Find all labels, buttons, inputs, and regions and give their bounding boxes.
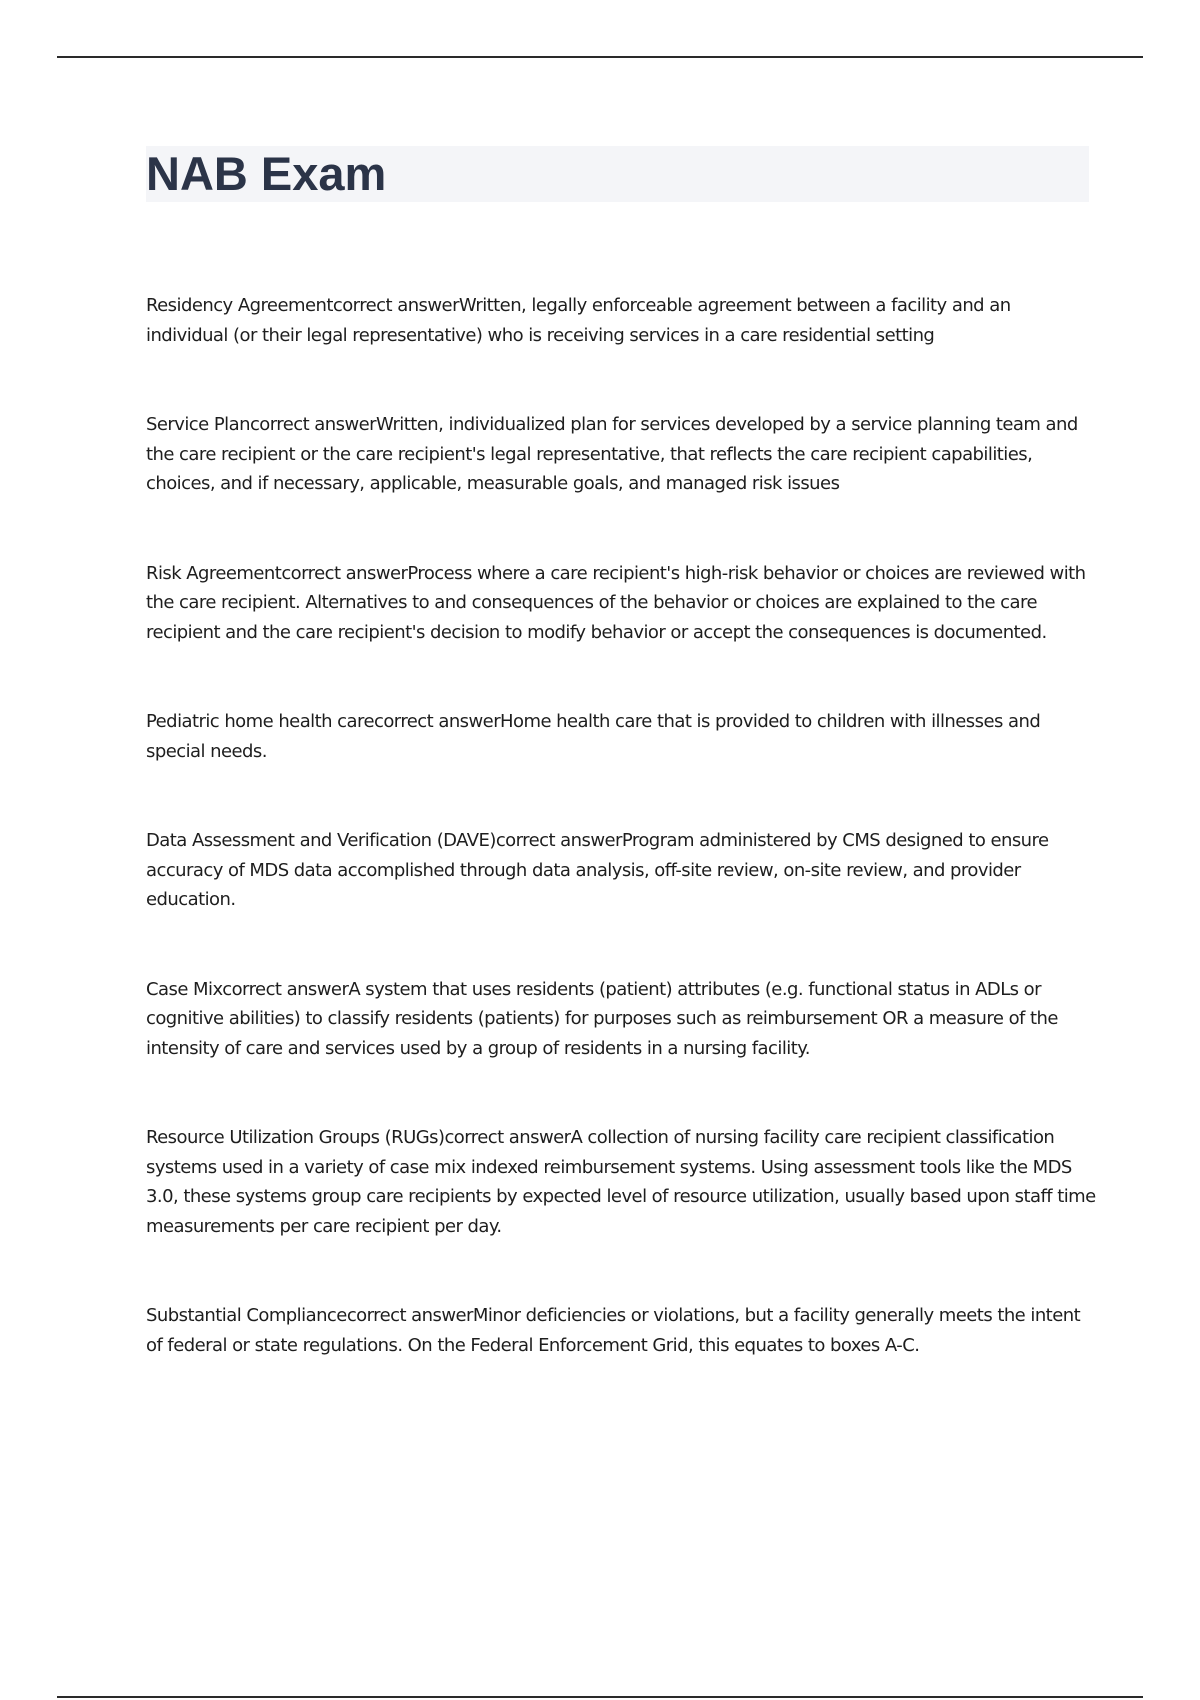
qa-item-substantial-compliance [146, 1301, 1096, 1360]
qa-answer: Written, legally enforceable agreement between a facility and an individual (or their legal representative) who is receiving services in a care residential setting [146, 295, 1011, 346]
qa-item-rugs [146, 1123, 1096, 1241]
qa-item-service-plan [146, 410, 1096, 499]
qa-answer-marker: correct answer [281, 562, 408, 584]
qa-term: Case Mix [146, 978, 223, 1000]
qa-answer-marker: correct answer [373, 711, 501, 732]
qa-item-risk-agreement [146, 559, 1096, 648]
qa-answer: Program administered by CMS designed to ensure accuracy of MDS data accomplished through data analysis, off-site review, on-site review, and provider education. [146, 830, 1049, 910]
bottom-divider [57, 1696, 1143, 1698]
qa-term: Data Assessment and Verification (DAVE) [146, 830, 496, 851]
qa-term: Service Plan [146, 414, 250, 435]
qa-answer: Written, individualized plan for services developed by a service planning team and the care recipient or the care recipient's legal representative, that reflects the care recipient capabilities, choices, and if necessary, applicable, measurable goals, and managed risk issues [146, 414, 1078, 494]
qa-answer-marker: correct answer [495, 830, 622, 851]
qa-answer-marker: correct answer [444, 1127, 571, 1148]
qa-answer: A system that uses residents (patient) attributes (e.g. functional status in ADLs or cognitive abilities) to classify residents (patients) for purposes such as reimbursement OR a measure of the intensity of care and services used by a group of residents in a nursing facility. [146, 978, 1058, 1059]
qa-item-residency-agreement [146, 291, 1096, 350]
qa-answer-marker: correct answer [346, 1305, 473, 1326]
qa-term: Residency Agreement [146, 295, 333, 316]
qa-term: Substantial Compliance [146, 1305, 347, 1326]
qa-answer: A collection of nursing facility care recipient classification systems used in a variety of case mix indexed reimbursement systems. Using assessment tools like the MDS 3.0, these systems group care recipients by expected level of resource utilization, usually based upon staff time measurements per care recipient per day. [146, 1127, 1096, 1237]
qa-term: Resource Utilization Groups (RUGs) [146, 1127, 445, 1148]
top-divider [57, 56, 1143, 58]
qa-list [146, 291, 1096, 1420]
qa-term: Pediatric home health care [146, 711, 374, 732]
qa-item-dave [146, 826, 1096, 915]
qa-answer: Process where a care recipient's high-risk behavior or choices are reviewed with the care recipient. Alternatives to and consequences of the behavior or choices are explained to the care recipient and the care recipient's decision to modify behavior or accept the consequences is documented. [146, 562, 1086, 643]
qa-term: Risk Agreement [146, 562, 282, 584]
qa-answer: Minor deficiencies or violations, but a facility generally meets the intent of federal or state regulations. On the Federal Enforcement Grid, this equates to boxes A-C. [146, 1305, 1081, 1356]
qa-answer: Home health care that is provided to children with illnesses and special needs. [146, 711, 1041, 762]
page-title: NAB Exam [146, 147, 387, 200]
qa-answer-marker: correct answer [249, 414, 377, 435]
qa-item-case-mix [146, 975, 1096, 1064]
qa-item-pediatric-home-health-care [146, 707, 1096, 766]
qa-answer-marker: correct answer [222, 978, 349, 1000]
qa-answer-marker: correct answer [332, 295, 459, 316]
